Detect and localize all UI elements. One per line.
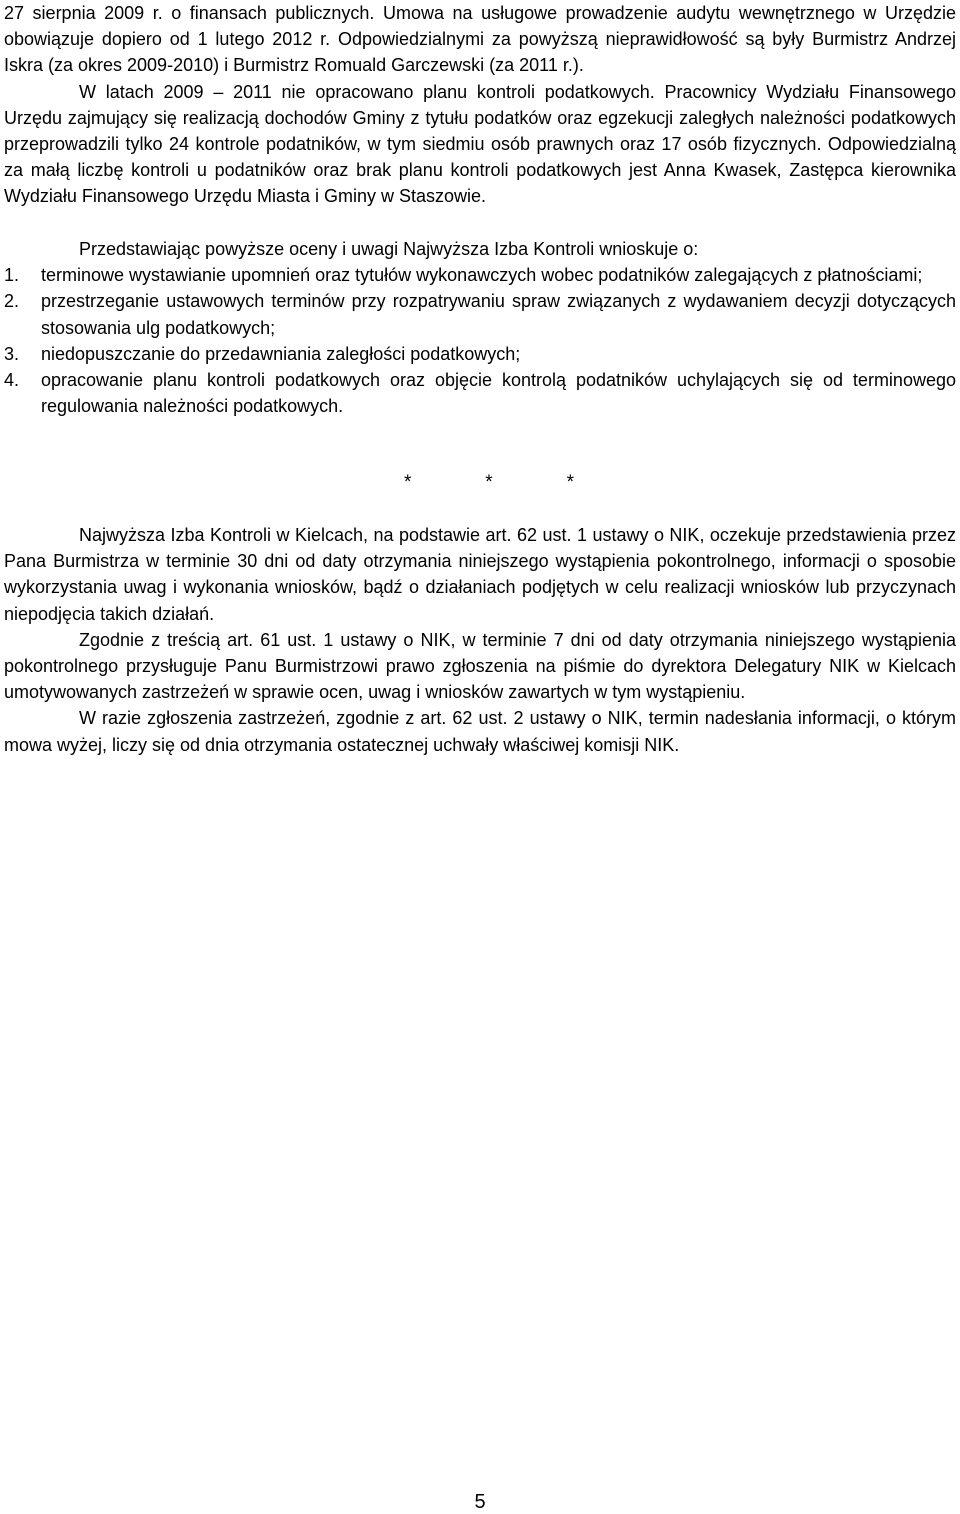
recommendations-list — [4, 262, 956, 419]
list-item-number: 4. — [4, 370, 20, 391]
paragraph-audit-finding: 27 sierpnia 2009 r. o finansach publicznych. Umowa na usługowe prowadzenie audytu wewnętrznego w Urzędzie obowiązuje dopiero od 1 lutego 2012 r. Odpowiedzialnymi za powyższą nieprawidłowość są były Burmistrz Andrzej Iskra (za okres 2009-2010) i Burmistrz Romuald Garczewski (za 2011 r.). — [4, 3, 956, 76]
recommendations-intro: Przedstawiając powyższe oceny i uwagi Najwyższa Izba Kontroli wnioskuje o: — [79, 239, 699, 259]
list-item-number: 2. — [4, 291, 20, 312]
paragraph-deadline-note: W razie zgłoszenia zastrzeżeń, zgodnie z art. 62 ust. 2 ustawy o NIK, termin nadesłania informacji, o którym mowa wyżej, liczy się od dnia otrzymania ostatecznej uchwały właściwej komisji NIK. — [4, 708, 956, 755]
recommendations-section — [4, 236, 956, 419]
list-item — [4, 288, 956, 340]
separator-asterisk: * — [566, 472, 574, 493]
page-number: 5 — [474, 1491, 486, 1513]
separator-asterisk: * — [404, 472, 412, 493]
list-item-number: 3. — [4, 343, 20, 364]
closing-section — [4, 522, 956, 758]
paragraph-objection-right: Zgodnie z treścią art. 61 ust. 1 ustawy o NIK, w terminie 7 dni od daty otrzymania niniejszego wystąpienia pokontrolnego przysługuje Panu Burmistrzowi prawo zgłoszenia na piśmie do dyrektora Delegatury NIK w Kielcach umotywowanych zastrzeżeń w sprawie ocen, uwag i wniosków zawartych w tym wystąpieniu. — [4, 629, 956, 703]
list-item-text: terminowe wystawianie upomnień oraz tytułów wykonawczych wobec podatników zalegających z płatnościami; — [41, 265, 923, 286]
list-item — [4, 367, 956, 419]
separator-asterisk: * — [485, 472, 493, 493]
findings-section — [4, 0, 956, 210]
list-item — [4, 341, 956, 367]
list-item-text: niedopuszczanie do przedawniania zaległości podatkowych; — [41, 343, 521, 364]
paragraph-information-request: Najwyższa Izba Kontroli w Kielcach, na podstawie art. 62 ust. 1 ustawy o NIK, oczekuje przedstawienia przez Pana Burmistrza w terminie 30 dni od daty otrzymania niniejszego wystąpienia pokontrolnego, informacji o sposobie wykorzystania uwag i wykonania wniosków, bądź o działaniach podjętych w celu realizacji wniosków lub przyczynach niepodjęcia takich działań. — [4, 525, 956, 624]
list-item-number: 1. — [4, 265, 20, 286]
list-item — [4, 262, 956, 288]
list-item-text: opracowanie planu kontroli podatkowych oraz objęcie kontrolą podatników uchylających się od terminowego regulowania należności podatkowych. — [41, 370, 956, 417]
section-separator — [404, 470, 574, 496]
paragraph-tax-control-finding: W latach 2009 – 2011 nie opracowano planu kontroli podatkowych. Pracownicy Wydziału Finansowego Urzędu zajmujący się realizacją dochodów Gminy z tytułu podatków oraz egzekucji zaległych należności podatkowych przeprowadzili tylko 24 kontrole podatników, w tym siedmiu osób prawnych oraz 17 osób fizycznych. Odpowiedzialną za małą liczbę kontroli u podatników oraz brak planu kontroli podatkowych jest Anna Kwasek, Zastępca kierownika Wydziału Finansowego Urzędu Miasta i Gminy w Staszowie. — [4, 81, 956, 207]
list-item-text: przestrzeganie ustawowych terminów przy rozpatrywaniu spraw związanych z wydawaniem decyzji dotyczących stosowania ulg podatkowych; — [41, 291, 956, 338]
